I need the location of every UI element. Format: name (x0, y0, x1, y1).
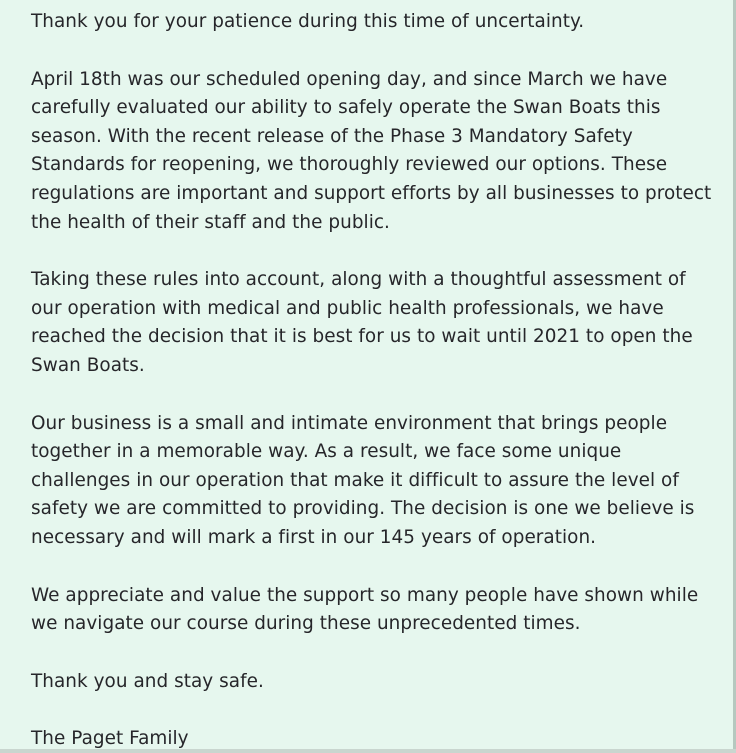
letter-paragraph-opening: Thank you for your patience during this time of uncertainty. (31, 11, 585, 32)
letter-paragraph-decision: Taking these rules into account, along with a thoughtful assessment of our operation with medical and public health professionals, we have reached the decision that it is best for us to wait until 2021 to open the Swan Boats. (31, 269, 693, 376)
letter-paragraph-closing: Thank you and stay safe. (31, 670, 264, 692)
letter-body (31, 8, 721, 753)
letter-paragraph-opening-day: April 18th was our scheduled opening day, and since March we have carefully evaluated our ability to safely operate the Swan Boats this season. With the recent release of the Phase 3 Mandatory Safety Standards for reopening, we thoroughly reviewed our options. These regulations are important and support efforts by all businesses to protect the health of their staff and the public. (31, 68, 712, 233)
letter-paragraph-business: Our business is a small and intimate environment that brings people together in a memorable way. As a result, we face some unique challenges in our operation that make it difficult to assure the level of safety we are committed to providing. The decision is one we believe is necessary and will mark a first in our 145 years of operation. (31, 412, 695, 548)
bottom-border (0, 749, 736, 753)
letter-signature: The Paget Family (31, 728, 189, 750)
letter-paragraph-appreciation: We appreciate and value the support so many people have shown while we navigate our course during these unprecedented times. (31, 584, 699, 635)
